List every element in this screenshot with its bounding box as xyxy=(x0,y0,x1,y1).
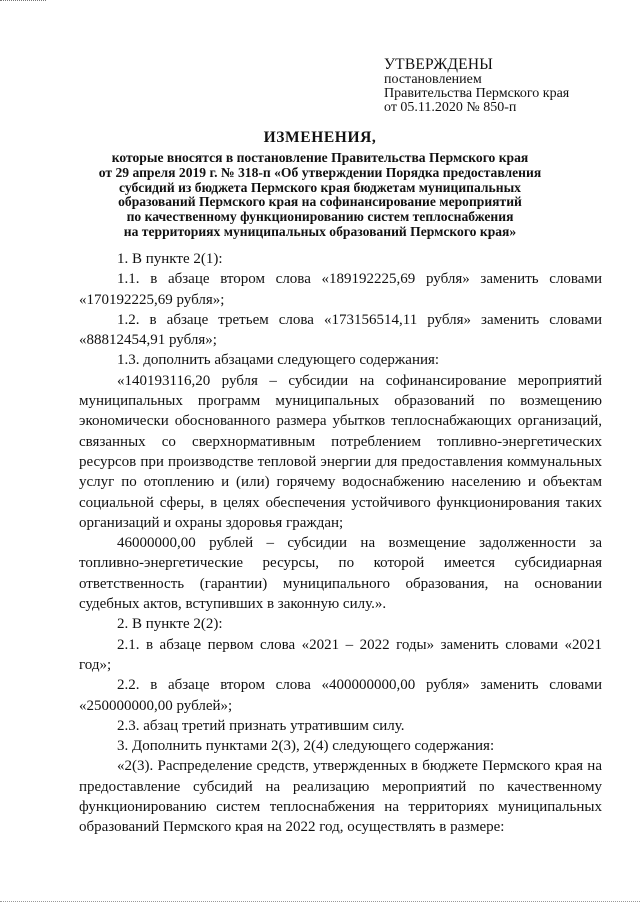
scan-bottom-edge xyxy=(0,901,640,904)
clause-3: 3. Дополнить пунктами 2(3), 2(4) следующего содержания: xyxy=(117,738,495,755)
approval-authority-line: Правительства Пермского края xyxy=(384,86,570,101)
clause-1: 1. В пункте 2(1): xyxy=(117,251,223,267)
approval-block xyxy=(384,57,624,115)
subtitle-line: от 29 апреля 2019 г. № 318-п «Об утверждении Порядка предоставления xyxy=(98,164,542,180)
clause-2-2: 2.2. в абзаце втором слова «400000000,00 рубля» заменить словами «250000000,00 рублей»; xyxy=(79,677,602,714)
subtitle-line: на территориях муниципальных образований Пермского края» xyxy=(123,223,517,239)
clause-1-3: 1.3. дополнить абзацами следующего содержания: xyxy=(117,352,440,369)
clause-1-1: 1.1. в абзаце втором слова «189192225,69 рубля» заменить словами «170192225,69 рубля»; xyxy=(79,271,602,308)
document-body xyxy=(79,249,602,838)
document-subtitle xyxy=(60,151,580,240)
approval-stamp-word: УТВЕРЖДЕНЫ xyxy=(384,56,493,73)
subtitle-line: субсидий из бюджета Пермского края бюджетам муниципальных xyxy=(119,179,521,195)
approval-date-number-line: от 05.11.2020 № 850-п xyxy=(384,100,517,115)
scan-corner-mark xyxy=(0,0,46,3)
new-point-2-3: «2(3). Распределение средств, утвержденных в бюджете Пермского края на предоставление субсидий на реализацию мероприятий по качественному функционированию систем теплоснабжения на территориях муниципальных образований Пермского края на 2022 год, осуществлять в размере: xyxy=(79,758,602,836)
added-paragraph-subsidy-losses: «140193116,20 рубля – субсидии на софинансирование мероприятий муниципальных программ муниципальных образований по возмещению экономически обоснованного размера убытков теплоснабжающих организаций, связанных со сверхнормативным потреблением топливно-энергетических ресурсов при производстве тепловой энергии для предоставления коммунальных услуг по отоплению и (или) горячему водоснабжению населению и объектам социальной сферы, в целях обеспечения устойчивого функционирования таких организаций и охраны здоровья граждан; xyxy=(79,372,602,531)
clause-2-3: 2.3. абзац третий признать утратившим силу. xyxy=(117,717,405,734)
approval-decree-line: постановлением xyxy=(384,72,482,87)
added-paragraph-subsidy-debt: 46000000,00 рублей – субсидии на возмещение задолженности за топливно-энергетические ресурсы, по которой имеется субсидиарная ответственность (гарантии) муниципального образования, на основании судебных актов, вступивших в законную силу.». xyxy=(79,535,602,613)
subtitle-line: которые вносятся в постановление Правительства Пермского края xyxy=(111,150,529,165)
subtitle-line: образований Пермского края на софинансирование мероприятий xyxy=(118,194,522,210)
clause-2: 2. В пункте 2(2): xyxy=(117,616,223,633)
document-title: ИЗМЕНЕНИЯ, xyxy=(263,129,377,146)
clause-1-2: 1.2. в абзаце третьем слова «173156514,11 рубля» заменить словами «88812454,91 рубля»; xyxy=(79,311,602,349)
clause-2-1: 2.1. в абзаце первом слова «2021 – 2022 годы» заменить словами «2021 год»; xyxy=(79,636,602,673)
subtitle-line: по качественному функционированию систем теплоснабжения xyxy=(126,209,514,225)
